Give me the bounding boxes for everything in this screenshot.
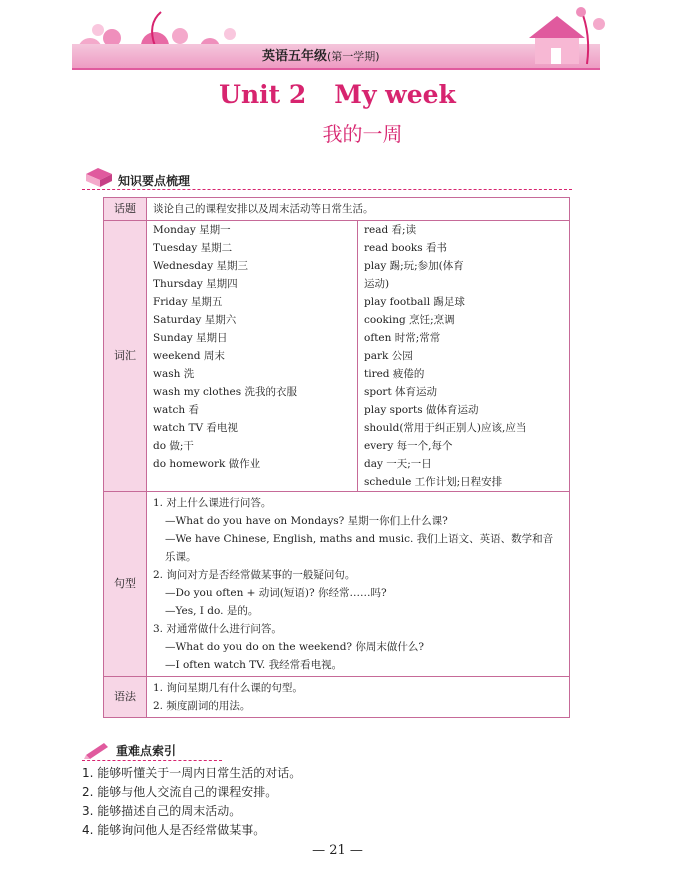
vocab-item: tired 疲倦的: [364, 368, 425, 380]
list-item: 3. 能够描述自己的周末活动。: [82, 804, 242, 818]
vocab-item: do 做;干: [153, 440, 194, 452]
grammar-cell: [147, 677, 570, 718]
sentence-line: —Do you often + 动词(短语)? 你经常……吗?: [165, 587, 387, 599]
sentence-cell: [147, 492, 570, 677]
unit-number: Unit 2: [219, 80, 307, 109]
table-row: [104, 677, 570, 718]
list-item: 2. 能够与他人交流自己的课程安排。: [82, 785, 278, 799]
sentence-line: 乐课。: [165, 551, 197, 563]
vocab-item: read 看;读: [364, 224, 417, 236]
list-item: 1. 能够听懂关于一周内日常生活的对话。: [82, 766, 302, 780]
vocab-head: 词汇: [104, 221, 147, 492]
vocab-item: sport 体育运动: [364, 386, 438, 398]
vocab-item: Friday 星期五: [153, 296, 223, 308]
table-row: [104, 492, 570, 677]
sentence-line: 1. 对上什么课进行问答。: [153, 497, 272, 509]
unit-name: My week: [334, 80, 456, 109]
page-header: [0, 0, 675, 78]
table-row: [104, 198, 570, 221]
vocab-left-column: [147, 221, 358, 491]
book-title-text: 英语五年级: [262, 49, 328, 64]
section-knowledge-label: 知识要点梳理: [118, 174, 191, 188]
sentence-line: 2. 询问对方是否经常做某事的一般疑问句。: [153, 569, 356, 581]
vocab-item: Saturday 星期六: [153, 314, 237, 326]
vocab-item: wash 洗: [153, 368, 195, 380]
pencil-icon: [84, 741, 110, 759]
page-number: — 21 —: [312, 843, 363, 858]
sentence-line: 3. 对通常做什么进行问答。: [153, 623, 282, 635]
unit-chinese-title: 我的一周: [322, 122, 403, 146]
grammar-line: 1. 询问星期几有什么课的句型。: [153, 682, 303, 694]
sentence-line: —I often watch TV. 我经常看电视。: [165, 659, 343, 671]
vocab-item: park 公园: [364, 350, 413, 362]
key-points-list: [82, 764, 301, 840]
vocab-item: Sunday 星期日: [153, 332, 228, 344]
sentence-line: —What do you do on the weekend? 你周末做什么?: [165, 641, 425, 653]
sentence-line: —Yes, I do. 是的。: [165, 605, 259, 617]
topic-text: 谈论自己的课程安排以及周末活动等日常生活。: [147, 198, 570, 221]
section-divider-2: [82, 760, 222, 761]
vocab-item: Tuesday 星期二: [153, 242, 233, 254]
unit-title: [0, 80, 675, 109]
table-row: [104, 221, 570, 492]
vocab-item: play sports 做体育运动: [364, 404, 479, 416]
vocab-item: play football 踢足球: [364, 296, 465, 308]
grammar-line: 2. 频度副词的用法。: [153, 700, 251, 712]
vocab-item: day 一天;一日: [364, 458, 432, 470]
vocab-item: weekend 周末: [153, 350, 225, 362]
grammar-head: 语法: [104, 677, 147, 718]
house-decoration: [515, 4, 615, 70]
vocab-item: schedule 工作计划;日程安排: [364, 476, 503, 488]
vocab-item: every 每一个,每个: [364, 440, 453, 452]
vocab-item: play 踢;玩;参加(体育: [364, 260, 464, 272]
vocab-item: often 时常;常常: [364, 332, 441, 344]
vocab-item: do homework 做作业: [153, 458, 261, 470]
vocab-item: should(常用于纠正别人)应该,应当: [364, 422, 527, 434]
vocab-cell: [147, 221, 570, 492]
book-icon: [84, 166, 114, 188]
vocab-item: Thursday 星期四: [153, 278, 238, 290]
vocab-right-column: [358, 221, 569, 491]
book-title: [262, 45, 380, 64]
section-divider: [82, 189, 572, 190]
vocab-item: cooking 烹饪;烹调: [364, 314, 455, 326]
vocab-item: watch TV 看电视: [153, 422, 238, 434]
vocab-item: Monday 星期一: [153, 224, 231, 236]
list-item: 4. 能够询问他人是否经常做某事。: [82, 823, 266, 837]
section-key-label: 重难点索引: [116, 744, 177, 758]
vocab-item: Wednesday 星期三: [153, 260, 248, 272]
topic-head: 话题: [104, 198, 147, 221]
vocab-item: 运动): [364, 278, 390, 290]
term-text: (第一学期): [327, 50, 380, 63]
vocab-item: watch 看: [153, 404, 199, 416]
sentence-line: —What do you have on Mondays? 星期一你们上什么课?: [165, 515, 448, 527]
vocab-item: wash my clothes 洗我的衣服: [153, 386, 297, 398]
sentence-head: 句型: [104, 492, 147, 677]
knowledge-table: [103, 197, 570, 718]
vocab-item: read books 看书: [364, 242, 448, 254]
sentence-line: —We have Chinese, English, maths and music. 我们上语文、英语、数学和音: [165, 533, 554, 545]
